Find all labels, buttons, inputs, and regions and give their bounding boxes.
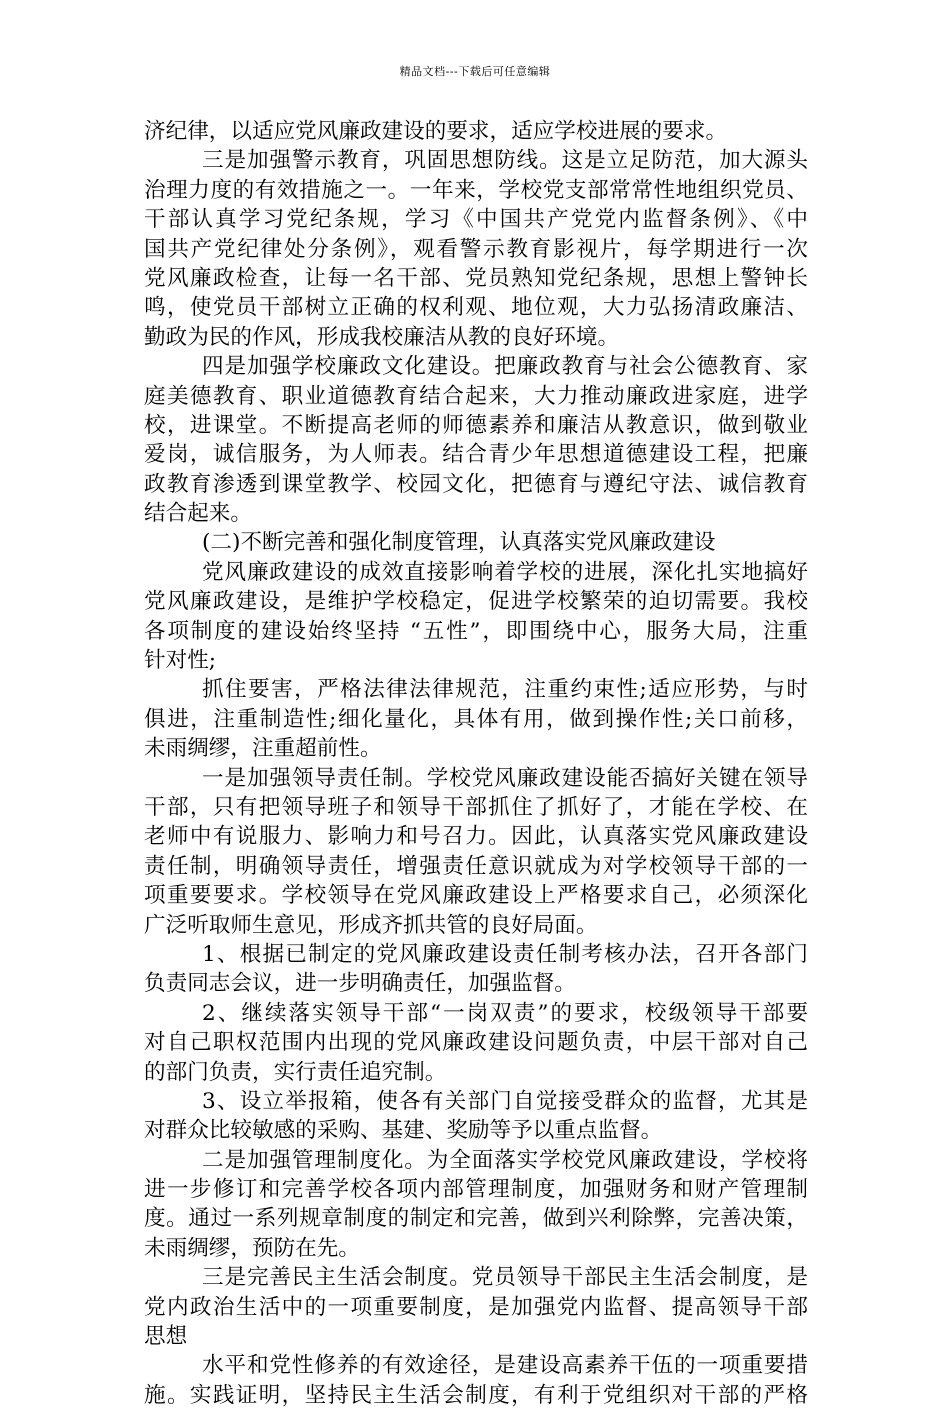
text-line: 度。通过一系列规章制度的制定和完善，做到兴利除弊，完善决策， xyxy=(144,1206,808,1232)
text-line: 1、根据已制定的党风廉政建设责任制考核办法，召开各部门 xyxy=(202,941,808,967)
text-line: 治理力度的有效措施之一。一年来，学校党支部常常性地组织党员、 xyxy=(144,177,808,203)
text-line: 思想 xyxy=(144,1324,188,1350)
text-line: 广泛听取师生意见，形成齐抓共管的良好局面。 xyxy=(144,912,598,938)
text-line: 二是加强管理制度化。为全面落实学校党风廉政建设，学校将 xyxy=(202,1147,808,1173)
page-header: 精品文档---下载后可任意编辑 xyxy=(399,65,551,78)
text-line: 干部，只有把领导班子和领导干部抓住了抓好了，才能在学校、在 xyxy=(144,794,808,820)
text-line: 校，进课堂。不断提高老师的师德素养和廉洁从教意识，做到敬业 xyxy=(144,412,808,438)
text-line: 庭美德教育、职业道德教育结合起来，大力推动廉政进家庭，进学 xyxy=(144,383,808,409)
text-line: 2、继续落实领导干部“一岗双责”的要求，校级领导干部要 xyxy=(202,1000,808,1026)
text-line: 对群众比较敏感的采购、基建、奖励等予以重点监督。 xyxy=(144,1118,663,1144)
text-line: 各项制度的建设始终坚持 “五性”，即围绕中心，服务大局，注重 xyxy=(144,618,808,644)
text-line: 施。实践证明，坚持民主生活会制度，有利于党组织对干部的严格 xyxy=(144,1382,808,1408)
text-line: 三是加强警示教育，巩固思想防线。这是立足防范，加大源头 xyxy=(202,148,808,174)
text-line: 俱进，注重制造性;细化量化，具体有用，做到操作性;关口前移， xyxy=(144,706,808,732)
text-line: 未雨绸缪，注重超前性。 xyxy=(144,736,382,762)
text-line: 抓住要害，严格法律法律规范，注重约束性;适应形势，与时 xyxy=(202,677,808,703)
text-line: 三是完善民主生活会制度。党员领导干部民主生活会制度，是 xyxy=(202,1265,808,1291)
text-line: 针对性; xyxy=(144,648,217,674)
text-line: 党风廉政建设的成效直接影响着学校的进展，深化扎实地搞好 xyxy=(202,559,808,585)
text-line: 党风廉政建设，是维护学校稳定，促进学校繁荣的迫切需要。我校 xyxy=(144,589,808,615)
text-line: 干部认真学习党纪条规，学习《中国共产党党内监督条例》、《中 xyxy=(144,207,808,233)
text-line: 负责同志会议，进一步明确责任，加强监督。 xyxy=(144,971,576,997)
text-line: 鸣，使党员干部树立正确的权利观、地位观，大力弘扬清政廉洁、 xyxy=(144,295,808,321)
document-body xyxy=(144,117,808,1410)
text-line: 四是加强学校廉政文化建设。把廉政教育与社会公德教育、家 xyxy=(202,354,808,380)
text-line: (二)不断完善和强化制度管理，认真落实党风廉政建设 xyxy=(202,530,716,556)
text-line: 爱岗，诚信服务，为人师表。结合青少年思想道德建设工程，把廉 xyxy=(144,442,808,468)
text-line: 责任制，明确领导责任，增强责任意识就成为对学校领导干部的一 xyxy=(144,853,808,879)
text-line: 济纪律，以适应党风廉政建设的要求，适应学校进展的要求。 xyxy=(144,119,728,144)
text-line: 党内政治生活中的一项重要制度，是加强党内监督、提高领导干部 xyxy=(144,1294,808,1320)
text-line: 进一步修订和完善学校各项内部管理制度，加强财务和财产管理制 xyxy=(144,1177,808,1203)
text-line: 老师中有说服力、影响力和号召力。因此，认真落实党风廉政建设 xyxy=(144,824,808,850)
text-line: 未雨绸缪，预防在先。 xyxy=(144,1235,360,1261)
text-line: 党风廉政检查，让每一名干部、党员熟知党纪条规，思想上警钟长 xyxy=(144,265,808,291)
text-line: 一是加强领导责任制。学校党风廉政建设能否搞好关键在领导 xyxy=(202,765,808,791)
text-line: 水平和党性修养的有效途径，是建设高素养干伍的一项重要措 xyxy=(202,1353,808,1379)
text-line: 项重要要求。学校领导在党风廉政建设上严格要求自己，必须深化 xyxy=(144,883,808,909)
text-line: 结合起来。 xyxy=(144,501,252,527)
text-line: 国共产党纪律处分条例》，观看警示教育影视片，每学期进行一次 xyxy=(144,236,808,262)
text-line: 勤政为民的作风，形成我校廉洁从教的良好环境。 xyxy=(144,324,620,350)
text-line: 对自己职权范围内出现的党风廉政建设问题负责，中层干部对自己 xyxy=(144,1030,808,1056)
text-line: 3、设立举报箱，使各有关部门自觉接受群众的监督，尤其是 xyxy=(202,1088,808,1114)
text-line: 政教育渗透到课堂教学、校园文化，把德育与遵纪守法、诚信教育 xyxy=(144,471,808,497)
text-line: 的部门负责，实行责任追究制。 xyxy=(144,1059,447,1085)
